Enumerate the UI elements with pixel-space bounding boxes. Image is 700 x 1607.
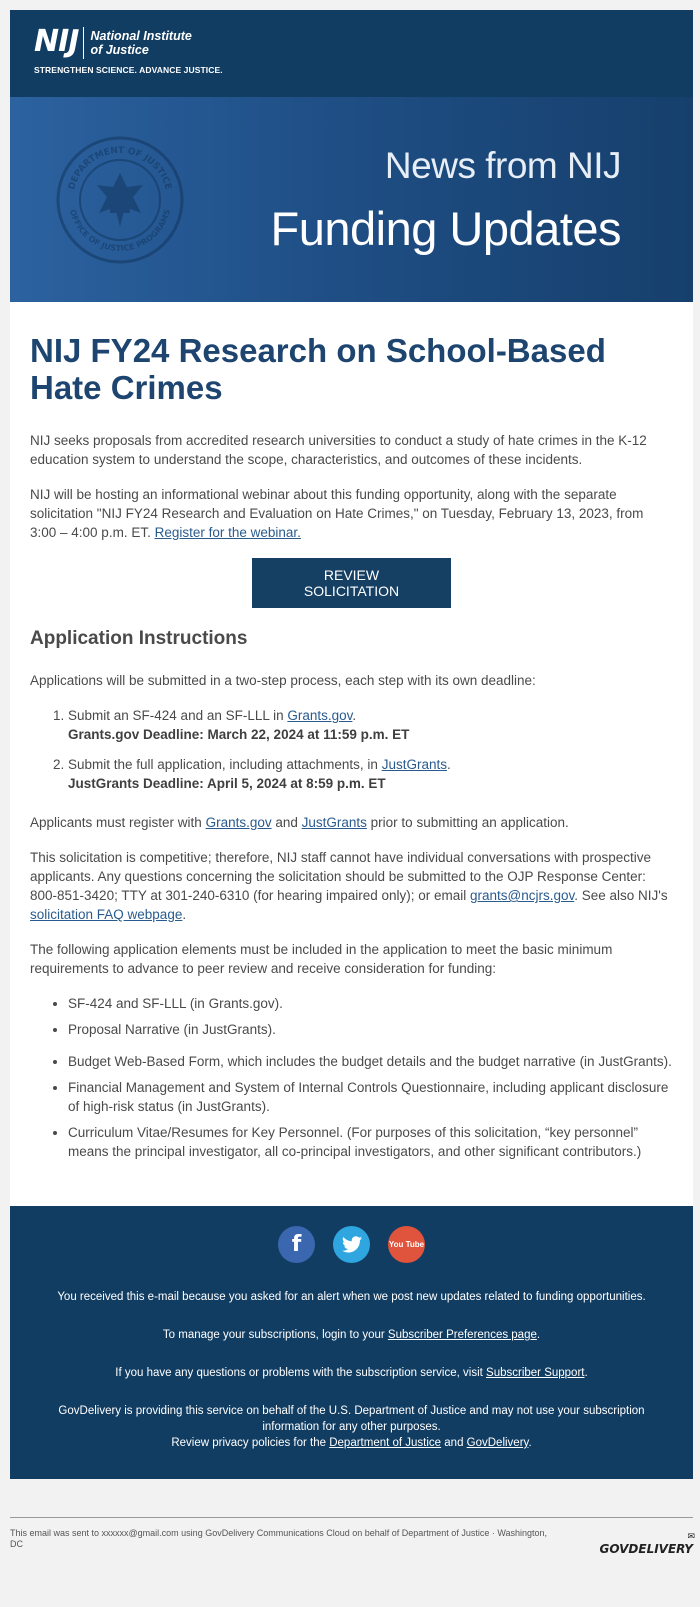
govdelivery-logo-text: GOVDELIVERY [599, 1542, 693, 1556]
grants-email-link[interactable]: grants@ncjrs.gov [470, 888, 575, 903]
justgrants-link[interactable]: JustGrants [381, 757, 447, 772]
instructions-heading: Application Instructions [30, 628, 248, 649]
competitive-text: This solicitation is competitive; therefore, NIJ staff cannot have individual conversations with prospective applicants. Any questions concerning the solicitation should be submitted to the OJP Response Center: 800-851-3420; TTY at 301-240-6310 (for hearing impaired only); or email [30, 850, 652, 903]
competitive-paragraph [30, 848, 673, 924]
govdelivery-text: GovDelivery is providing this service on behalf of the U.S. Department of Justice and may not use your subscription information for any other purposes. [58, 1405, 645, 1433]
nij-logo[interactable] [34, 24, 223, 75]
doj-privacy-link[interactable]: Department of Justice [329, 1437, 442, 1449]
register-justgrants-link[interactable]: JustGrants [301, 815, 367, 830]
support-end: . [584, 1367, 588, 1379]
competitive-end: . [182, 907, 187, 922]
twitter-icon[interactable] [333, 1226, 370, 1263]
support-pre: If you have any questions or problems with the subscription service, visit [115, 1367, 487, 1379]
webinar-text: NIJ will be hosting an informational webinar about this funding opportunity, along with the separate solicitation "NIJ FY24 Research and Evaluation on Hate Crimes," on Tuesday, February 13, 2023, from 3:00 – 4:00 p.m. ET. [30, 487, 644, 540]
review-solicitation-button[interactable]: REVIEW SOLICITATION [252, 558, 451, 608]
step-item [68, 706, 673, 744]
register-post: prior to submitting an application. [366, 815, 569, 830]
step2-deadline: JustGrants Deadline: April 5, 2024 at 8:59 p.m. ET [68, 776, 386, 791]
step-item [68, 755, 673, 793]
requirements-list [30, 994, 673, 1161]
step2-end: . [446, 757, 451, 772]
register-webinar-link[interactable]: Register for the webinar. [154, 525, 301, 540]
banner-title: Funding Updates [270, 202, 621, 255]
logo-divider [83, 27, 84, 59]
list-item: • Curriculum Vitae/Resumes for Key Personnel. (For purposes of this solicitation, “key personnel” means the principal investigator, all co-principal investigators, and other significant contributors.) [68, 1123, 673, 1161]
instructions-intro: Applications will be submitted in a two-step process, each step with its own deadline: [30, 673, 536, 688]
footer-reason: You received this e-mail because you asked for an alert when we post new updates related to funding opportunities. [57, 1291, 646, 1303]
twitter-bird-icon [342, 1236, 362, 1253]
register-grants-gov-link[interactable]: Grants.gov [205, 815, 272, 830]
elements-intro: The following application elements must be included in the application to meet the basic minimum requirements to advance to peer review and receive consideration for funding: [30, 942, 613, 976]
steps-list [30, 706, 673, 793]
logo-name [90, 27, 191, 57]
faq-webpage-link[interactable]: solicitation FAQ webpage [30, 907, 183, 922]
article-title: NIJ FY24 Research on School-Based Hate Crimes [30, 332, 606, 406]
logo-tagline: STRENGTHEN SCIENCE. ADVANCE JUSTICE. [34, 65, 223, 75]
register-pre: Applicants must register with [30, 815, 206, 830]
footer-manage [32, 1327, 671, 1343]
list-item: • SF-424 and SF-LLL (in Grants.gov). [68, 994, 673, 1013]
youtube-icon[interactable]: You Tube [388, 1226, 425, 1263]
subscriber-support-link[interactable]: Subscriber Support [486, 1367, 585, 1379]
logo-name-line1: National Institute [90, 29, 192, 43]
footer-govdelivery [32, 1403, 671, 1451]
webinar-paragraph [30, 485, 673, 542]
seal-text-bottom: OFFICE OF JUSTICE PROGRAMS [67, 208, 172, 254]
list-item: • Financial Management and System of Internal Controls Questionnaire, including applicant disclosure of high-risk status (in JustGrants). [68, 1078, 673, 1116]
facebook-icon[interactable]: f [278, 1226, 315, 1263]
banner-subtitle: News from NIJ [384, 145, 621, 186]
grants-gov-link[interactable]: Grants.gov [287, 708, 353, 723]
step1-deadline: Grants.gov Deadline: March 22, 2024 at 11:59 p.m. ET [68, 727, 410, 742]
footer-support [32, 1365, 671, 1381]
list-item: • Budget Web-Based Form, which includes the budget details and the budget narrative (in JustGrants). [68, 1052, 673, 1071]
privacy-pre: Review privacy policies for the [171, 1437, 330, 1449]
subscriber-preferences-link[interactable]: Subscriber Preferences page [387, 1329, 537, 1341]
button-row [30, 558, 673, 608]
email-body [10, 302, 693, 1206]
manage-pre: To manage your subscriptions, login to your [162, 1329, 388, 1341]
list-item: • Proposal Narrative (in JustGrants). [68, 1020, 673, 1039]
step1-end: . [352, 708, 357, 723]
privacy-end: . [528, 1437, 532, 1449]
social-links [32, 1226, 671, 1263]
email-header [10, 10, 693, 97]
register-paragraph [30, 813, 673, 832]
step2-text: Submit the full application, including attachments, in [68, 757, 382, 772]
seal-text-top: DEPARTMENT OF JUSTICE [67, 145, 173, 191]
envelope-icon: ✉ [687, 1532, 695, 1542]
doj-seal-icon [55, 135, 185, 265]
logo-name-line2: of Justice [90, 43, 149, 57]
sent-notice: This email was sent to xxxxxx@gmail.com using GovDelivery Communications Cloud on behalf of Department of Justice · Washington, DC [10, 1528, 548, 1549]
govdelivery-logo[interactable] [599, 1532, 695, 1556]
email-footer [10, 1206, 693, 1479]
intro-paragraph: NIJ seeks proposals from accredited research universities to conduct a study of hate crimes in the K-12 education system to understand the scope, characteristics, and outcomes of these incidents. [30, 433, 647, 467]
banner [10, 97, 693, 302]
competitive-mid: . See also NIJ's [574, 888, 668, 903]
privacy-and: and [441, 1437, 467, 1449]
govdelivery-privacy-link[interactable]: GovDelivery [466, 1437, 529, 1449]
email-container [10, 10, 695, 1556]
logo-mark: NIJ [34, 24, 79, 59]
manage-end: . [536, 1329, 541, 1341]
bottom-bar [10, 1517, 693, 1556]
register-and: and [271, 815, 302, 830]
step1-text: Submit an SF-424 and an SF-LLL in [68, 708, 288, 723]
